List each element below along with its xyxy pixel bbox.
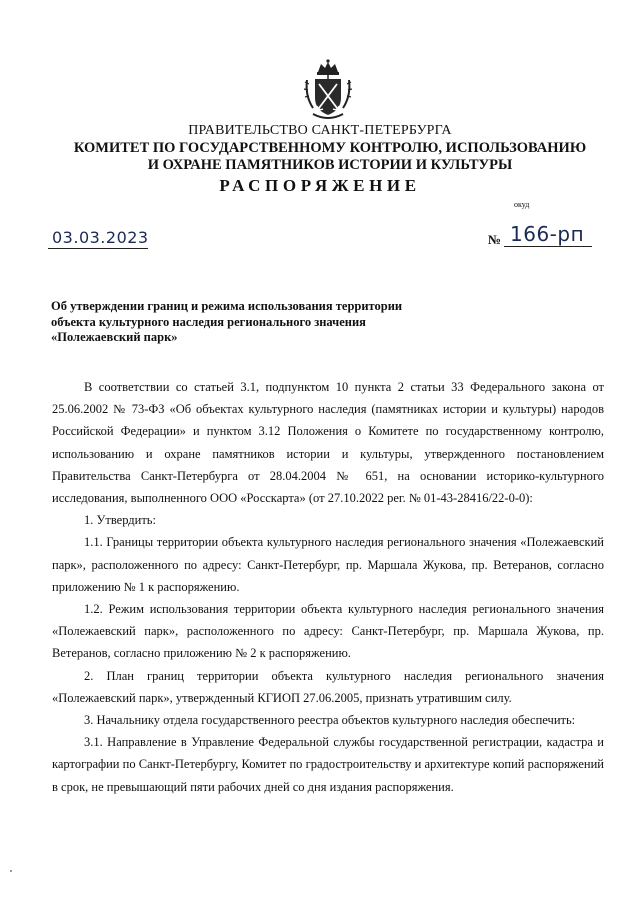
saint-petersburg-coat-of-arms-icon	[303, 58, 353, 122]
committee-title	[40, 140, 620, 174]
subject-line: «Полежаевский парк»	[51, 330, 178, 344]
clause-1: 1. Утвердить:	[84, 513, 156, 528]
government-title: ПРАВИТЕЛЬСТВО САНКТ-ПЕТЕРБУРГА	[188, 123, 452, 138]
number-label: №	[488, 232, 502, 247]
okud-label: окуд	[514, 200, 530, 209]
committee-title-line: И ОХРАНЕ ПАМЯТНИКОВ ИСТОРИИ И КУЛЬТУРЫ	[147, 157, 513, 173]
clause-2: 2. План границ территории объекта культурного наследия регионального значения «Полежаевский парк», утвержденный КГИОП 27.06.2005, признать утратившим силу.	[52, 668, 604, 705]
committee-title-line: КОМИТЕТ ПО ГОСУДАРСТВЕННОМУ КОНТРОЛЮ, ИСПОЛЬЗОВАНИЮ	[73, 140, 587, 156]
clause-1-1: 1.1. Границы территории объекта культурного наследия регионального значения «Полежаевский парк», расположенного по адресу: Санкт-Петербург, пр. Маршала Жукова, пр. Ветеранов, согласно приложению № 1 к распоряжению.	[52, 535, 604, 594]
document-type: РАСПОРЯЖЕНИЕ	[219, 176, 421, 195]
scan-mark	[10, 870, 12, 872]
subject-line: Об утверждении границ и режима использования территории	[51, 299, 403, 313]
document-subject	[51, 299, 451, 346]
clause-1-2: 1.2. Режим использования территории объекта культурного наследия регионального значения «Полежаевский парк», расположенного по адресу: Санкт-Петербург, пр. Маршала Жукова, пр. Ветеранов, согласно приложению № 2 к распоряжению.	[52, 602, 604, 661]
number-field	[504, 222, 592, 247]
subject-line: объекта культурного наследия регионального значения	[51, 314, 366, 329]
number-value: 166-рп	[510, 222, 585, 246]
date-value: 03.03.2023	[52, 228, 149, 247]
clause-3: 3. Начальнику отдела государственного реестра объектов культурного наследия обеспечить:	[84, 713, 576, 728]
date-field	[48, 226, 148, 249]
clause-3-1: 3.1. Направление в Управление Федеральной службы государственной регистрации, кадастра и картографии по Санкт-Петербургу, Комитет по градостроительству и архитектуре копий распоряжений в срок, не превышающий пяти рабочих дней со дня издания распоряжения.	[52, 735, 604, 794]
document-body	[52, 376, 604, 798]
intro-paragraph: В соответствии со статьей 3.1, подпунктом 10 пункта 2 статьи 33 Федерального закона от 25.06.2002 № 73-ФЗ «Об объектах культурного наследия (памятниках истории и культуры) народов Российской Федерации» и пунктом 3.12 Положения о Комитете по государственному контролю, использованию и охране памятников истории и культуры, утвержденного постановлением Правительства Санкт-Петербурга от 28.04.2004 № 651, на основании историко-культурного исследования, выполненного ООО «Росскарта» (от 27.10.2022 рег. № 01-43-28416/22-0-0):	[52, 380, 604, 506]
